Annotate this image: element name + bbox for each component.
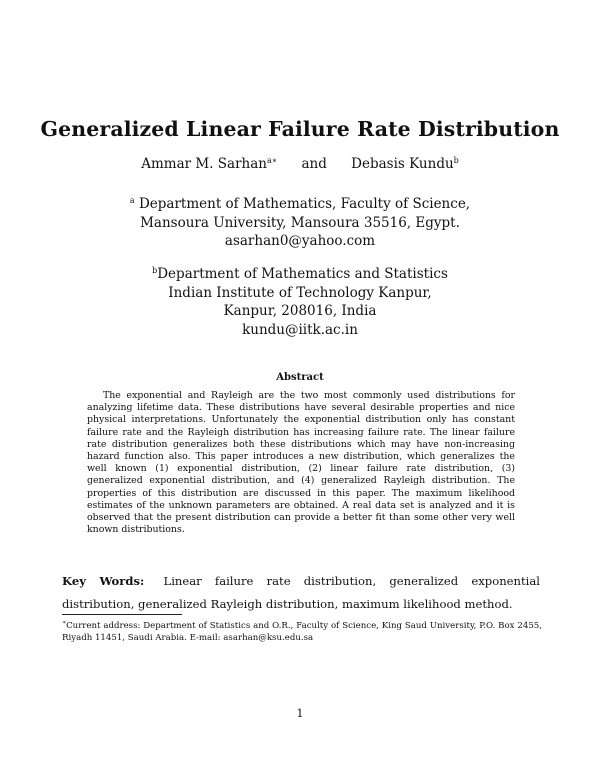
affiliation-b-line1: Department of Mathematics and Statistics (157, 266, 448, 282)
author-sarhan-marks: a∗ (266, 156, 278, 165)
footnote-mark: ∗ (62, 619, 67, 626)
affiliation-a (0, 192, 600, 251)
affiliation-b-line2: Indian Institute of Technology Kanpur, (168, 284, 432, 301)
footnote (62, 617, 542, 644)
author-kundu: Debasis Kundu (351, 156, 454, 172)
paper-title: Generalized Linear Failure Rate Distribution (40, 117, 560, 141)
affiliation-b-mark: b (152, 266, 158, 275)
abstract-text: The exponential and Rayleigh are the two most commonly used distributions for analyzing lifetime data. These distributions have several desirable properties and nice physical interpretations. Unfortunately the exponential distribution only has constant failure rate and the Rayleigh distribution has increasing failure rate. The linear failure rate distribution generalizes both these distributions which may have non-increasing hazard function also. This paper introduces a new distribution, which generalizes the well known (1) exponential distribution, (2) linear failure rate distribution, (3) generalized exponential distribution, and (4) generalized Rayleigh distribution. The properties of this distribution are discussed in this paper. The maximum likelihood estimates of the unknown parameters are obtained. A real data set is analyzed and it is observed that the present distribution can provide a better fit than some other very well known distributions. (87, 390, 515, 536)
affiliation-a-mark: a (129, 196, 135, 205)
author-sarhan: Ammar M. Sarhan (141, 156, 267, 172)
author-conjunction: and (301, 156, 327, 172)
affiliation-b-line3: Kanpur, 208016, India (223, 303, 377, 319)
affiliation-b-email: kundu@iitk.ac.in (242, 321, 358, 338)
footnote-rule (62, 614, 182, 615)
affiliation-b (0, 262, 600, 339)
abstract-heading: Abstract (276, 372, 324, 383)
author-kundu-marks: b (453, 156, 459, 165)
footnote-text: Current address: Department of Statistics and O.R., Faculty of Science, King Saud University, P.O. Box 2455, Riyadh 11451, Saudi Arabia. E-mail: asarhan@ksu.edu.sa (62, 621, 542, 643)
affiliation-a-line2: Mansoura University, Mansoura 35516, Egypt. (140, 214, 460, 231)
keywords-label: Key Words: (62, 574, 145, 588)
keywords (62, 570, 540, 616)
page-number: 1 (296, 707, 304, 720)
affiliation-a-line1: Department of Mathematics, Faculty of Science, (138, 196, 471, 212)
affiliation-a-email: asarhan0@yahoo.com (224, 233, 376, 249)
keywords-text: Linear failure rate distribution, generalized exponential distribution, generalized Rayleigh distribution, maximum likelihood method. (62, 574, 540, 611)
author-line (0, 156, 600, 172)
